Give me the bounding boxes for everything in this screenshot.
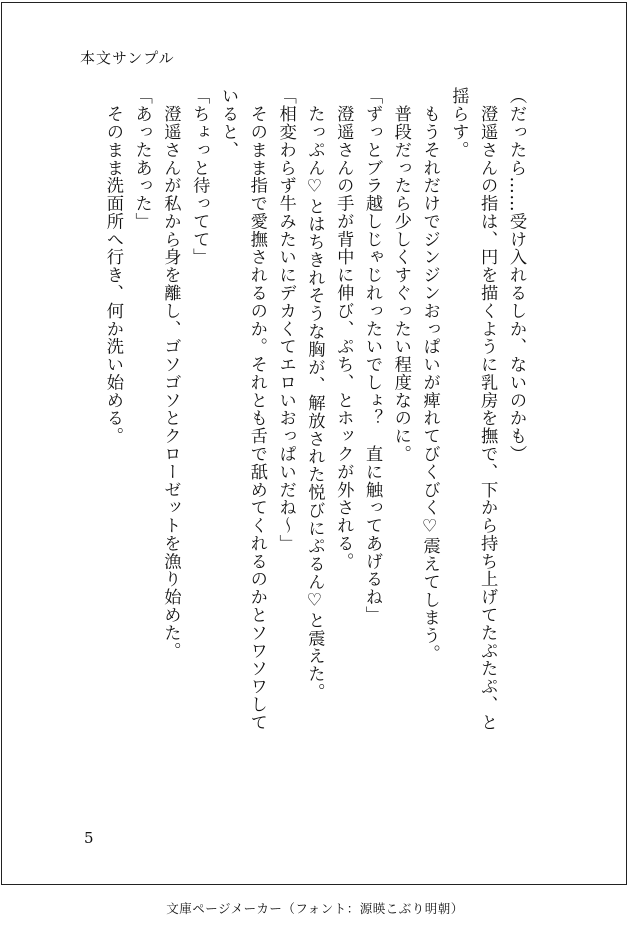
text-line: 「ちょっと待ってて」 xyxy=(189,87,210,266)
text-line: そのまま指で愛撫されるのか。それとも舌で舐めてくれるのかとソワソワして xyxy=(246,87,267,732)
text-line: 揺らす。 xyxy=(448,87,469,159)
text-line: 澄遥さんの手が背中に伸び、ぷち、とホックが外される。 xyxy=(333,87,354,571)
text-line: （だったら……受け入れるしか、ないのかも） xyxy=(506,87,526,463)
text-line: 「相変わらず牛みたいにデカくてエロいおっぱいだね〜」 xyxy=(275,87,296,553)
text-line: いると、 xyxy=(218,87,239,159)
running-header: 本文サンプル xyxy=(80,49,175,67)
text-line: 澄遥さんが私から身を離し、ゴソゴソとクローゼットを漁り始めた。 xyxy=(160,87,181,660)
text-line: たっぷん♡とはちきれそうな胸が、解放された悦びにぷるん♡と震えた。 xyxy=(304,87,325,701)
text-line: そのまま洗面所へ行き、何か洗い始める。 xyxy=(102,87,123,445)
text-line: 「ずっとブラ越しじゃじれったいでしょ？ 直に触ってあげるね」 xyxy=(362,87,383,624)
text-line: もうそれだけでジンジンおっぱいが痺れてびくびく♡震えてしまう。 xyxy=(419,87,440,663)
vertical-body-text xyxy=(98,87,530,787)
text-line: 澄遥さんの指は、円を描くように乳房を撫で、下から持ち上げてたぷたぷ、と xyxy=(477,87,498,732)
page-number: 5 xyxy=(84,829,94,847)
book-page xyxy=(1,2,627,885)
text-line: 「あったあった」 xyxy=(131,87,152,231)
footer-caption: 文庫ページメーカー（フォント：源暎こぶり明朝） xyxy=(166,901,464,916)
text-line: 普段だったら少しくすぐったい程度なのに。 xyxy=(390,87,411,463)
